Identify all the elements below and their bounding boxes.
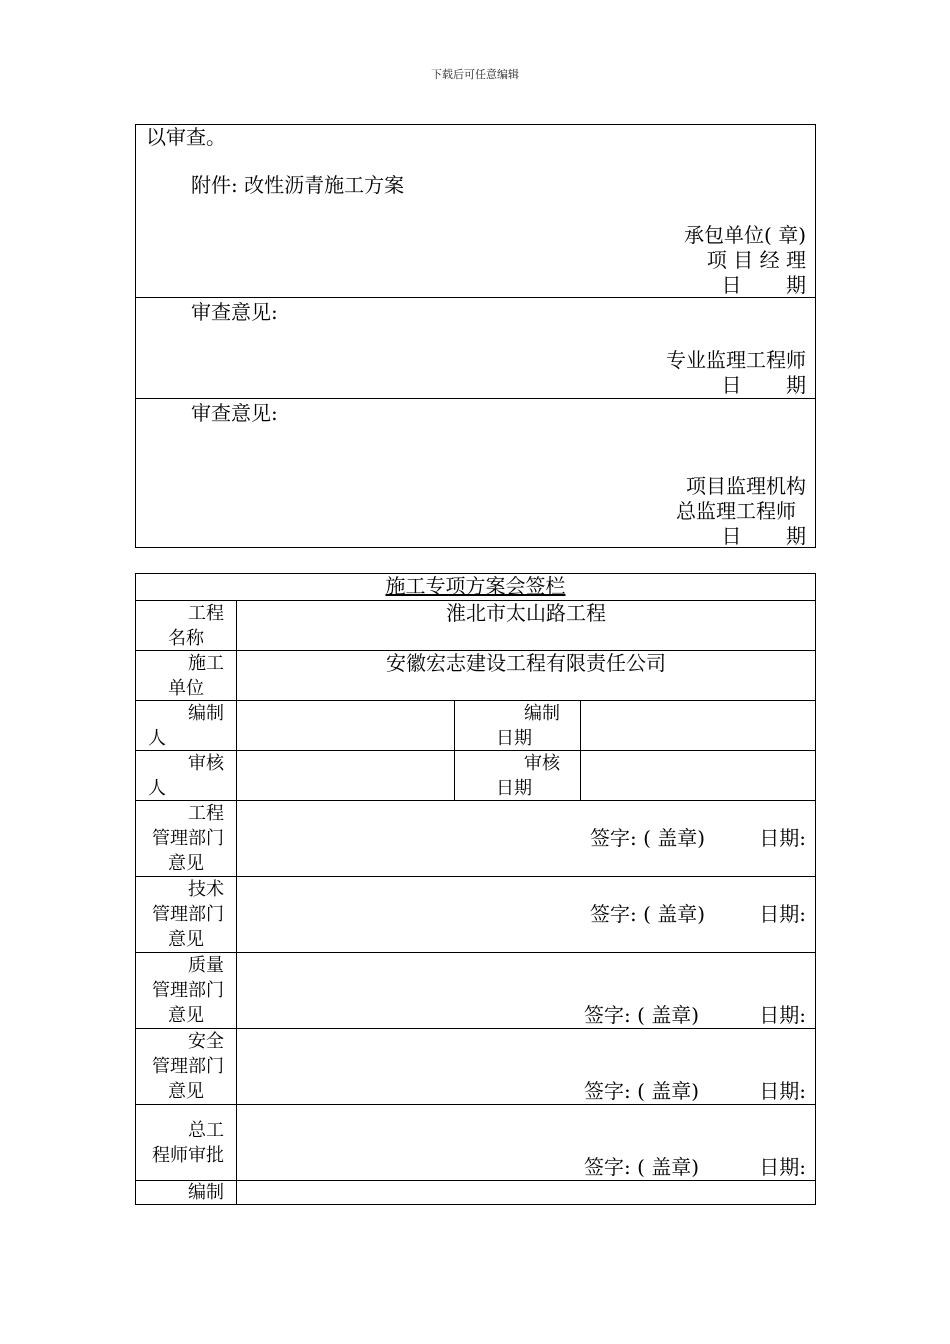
intro-line: 以审查。 (146, 125, 226, 149)
chief-review-cell (136, 398, 815, 548)
review-table (135, 124, 816, 548)
reviewer-date-label: 审核 日期 (496, 753, 560, 799)
safety-dept-label: 安全 管理部门 意见 (152, 1031, 224, 1102)
chief-engineer-label: 总监理工程师 (676, 499, 796, 523)
project-manager-label: 项 目 经 理 (706, 248, 806, 272)
tech-dept-sign-label: 签字: ( 盖章) (590, 902, 706, 926)
contractor-unit-label: 承包单位( 章) (684, 223, 806, 247)
tech-dept-date-label: 日期: (759, 902, 806, 926)
quality-dept-date-label: 日期: (759, 1003, 806, 1027)
project-name-row (136, 600, 815, 650)
chief-approval-sign-label: 签字: ( 盖章) (584, 1155, 700, 1179)
author-label: 编制 人 (148, 703, 224, 749)
date-label-2: 日 期 (721, 373, 806, 397)
reviewer-date-input[interactable] (581, 751, 815, 800)
quality-dept-row (136, 952, 815, 1028)
reviewer-row (136, 750, 815, 800)
contractor-row (136, 650, 815, 700)
chief-approval-date-label: 日期: (759, 1155, 806, 1179)
eng-dept-row (136, 800, 815, 876)
chief-approval-row (136, 1104, 815, 1180)
reviewer-label: 审核 人 (148, 753, 224, 799)
last-row (136, 1180, 815, 1204)
supervision-org-label: 项目监理机构 (686, 474, 806, 498)
quality-dept-sign-label: 签字: ( 盖章) (584, 1003, 700, 1027)
tech-dept-row (136, 876, 815, 952)
reviewer-input[interactable] (237, 751, 453, 800)
eng-dept-label: 工程 管理部门 意见 (152, 803, 224, 874)
contractor-value: 安徽宏志建设工程有限责任公司 (386, 651, 666, 675)
date-label-3: 日 期 (721, 524, 806, 548)
eng-dept-sign-label: 签字: ( 盖章) (590, 826, 706, 850)
signoff-table (135, 573, 816, 1205)
chief-approval-label: 总工 程师审批 (152, 1120, 224, 1166)
submission-cell (136, 125, 815, 297)
header-note: 下载后可任意编辑 (431, 68, 519, 81)
safety-dept-row (136, 1028, 815, 1104)
specialist-review-cell (136, 297, 815, 398)
author-row (136, 700, 815, 750)
author-date-input[interactable] (581, 701, 815, 750)
signoff-title: 施工专项方案会签栏 (385, 574, 566, 598)
eng-dept-date-label: 日期: (759, 826, 806, 850)
contractor-label: 施工 单位 (168, 653, 224, 699)
quality-dept-label: 质量 管理部门 意见 (152, 955, 224, 1026)
tech-dept-label: 技术 管理部门 意见 (152, 879, 224, 950)
specialist-engineer-label: 专业监理工程师 (666, 348, 806, 372)
safety-dept-sign-label: 签字: ( 盖章) (584, 1079, 700, 1103)
attachment-line: 附件: 改性沥青施工方案 (191, 173, 405, 197)
author-input[interactable] (237, 701, 453, 750)
project-name-value: 淮北市太山路工程 (446, 601, 606, 625)
author-date-label: 编制 日期 (496, 703, 560, 749)
review-opinion-label-2: 审查意见: (191, 401, 278, 425)
signoff-title-row (136, 574, 815, 600)
review-opinion-label-1: 审查意见: (191, 300, 278, 324)
last-row-label: 编制 (188, 1182, 224, 1203)
project-name-label: 工程 名称 (168, 603, 224, 649)
safety-dept-date-label: 日期: (759, 1079, 806, 1103)
date-label-1: 日 期 (721, 273, 806, 297)
